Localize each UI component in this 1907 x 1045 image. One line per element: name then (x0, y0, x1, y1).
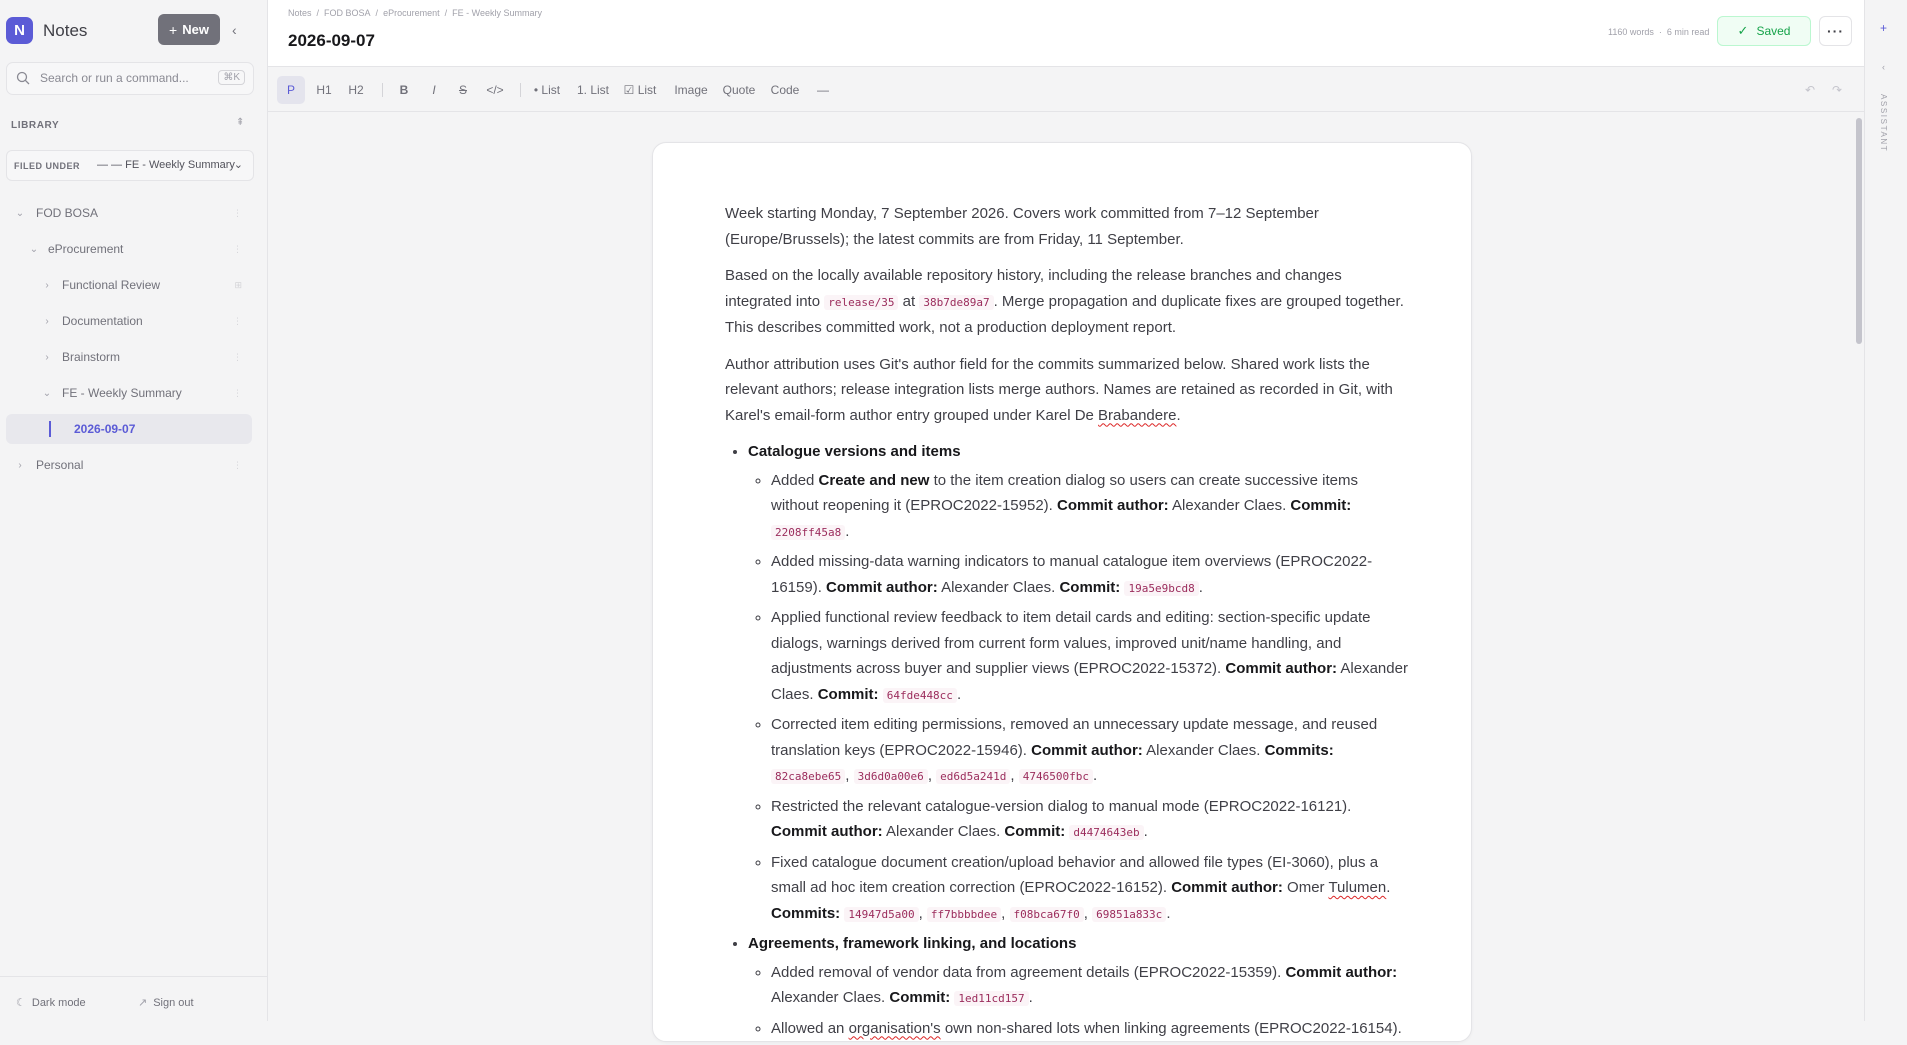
section-heading: Catalogue versions and items (748, 443, 961, 460)
app-name: Notes (43, 20, 88, 40)
author-name: Alexander Claes. (771, 989, 886, 1006)
text: Applied functional review feedback to item detail cards and editing: section-specific update dialogs, warnings derived from current form values, improved unit/name handling, and adjustments across buyer and supplier views (EPROC2022-15372). (771, 609, 1371, 677)
saved-status-button[interactable] (1717, 16, 1811, 46)
bullet-list-button[interactable]: • List (533, 83, 561, 97)
filed-under-label: FILED UNDER (14, 161, 80, 171)
author-name: Alexander Claes. (1172, 497, 1287, 514)
toolbar-divider (520, 83, 521, 97)
italic-button[interactable]: I (432, 83, 436, 97)
editor-canvas (268, 112, 1864, 1037)
library-heading: LIBRARY (11, 120, 60, 131)
filed-under-select[interactable] (6, 150, 254, 181)
list-item[interactable]: ◦ Fixed catalogue document creation/upload behavior and allowed file types (EI-3060), plus a small ad hoc item creation correction (EPROC2022-16152). Commit author: Omer Tulumen. Commits: 14947d5a00 , ff7bbbbdee , f08bca67f0 , 69851a833c . (771, 850, 1409, 928)
text: Week starting Monday, 7 September 2026. Covers work committed from 7–12 September (Europe/Brussels); the latest commits are from Friday, 11 September. (725, 205, 1319, 248)
tree-item-functional-review[interactable] (6, 270, 252, 300)
list-item[interactable]: ◦ Restricted the relevant catalogue-version dialog to manual mode (EPROC2022-16121). Commit author: Alexander Claes. Commit: d4474643eb . (771, 794, 1409, 846)
item-menu-icon[interactable]: ⋮ (233, 243, 242, 254)
heading2-button[interactable]: H2 (348, 83, 364, 97)
bold-text: Commit author: (1031, 741, 1143, 759)
list-item[interactable] (771, 1016, 1409, 1042)
collapse-sidebar-icon[interactable]: ‹ (232, 22, 237, 38)
bold-text: Commit author: (826, 578, 938, 596)
sign-out-link[interactable] (138, 996, 194, 1009)
section-heading: Agreements, framework linking, and locations (748, 935, 1077, 952)
item-menu-icon[interactable]: ⋮ (233, 315, 242, 326)
list-item[interactable] (748, 439, 1409, 927)
list-item[interactable] (748, 931, 1409, 1041)
read-time: 6 min read (1666, 27, 1710, 37)
summary-list (725, 439, 1409, 1041)
word-count: 1160 words (1608, 27, 1654, 37)
assistant-rail (1864, 0, 1907, 1021)
new-note-label: New (182, 22, 209, 37)
commit-hash: f08bca67f0 (1010, 907, 1084, 922)
tree-item-label: Personal (36, 458, 84, 472)
tree-item-label: Functional Review (62, 278, 161, 292)
commit-hash: 82ca8ebe65 (771, 769, 845, 784)
filed-under-value: — — FE - Weekly Summary (97, 159, 235, 171)
item-menu-icon[interactable]: ⋮ (233, 351, 242, 362)
inline-code-button[interactable]: </> (486, 83, 504, 97)
item-menu-icon[interactable]: ⊞ (234, 279, 242, 290)
breadcrumb (288, 8, 542, 18)
tree-item-label: FE - Weekly Summary (62, 386, 182, 400)
breadcrumb-separator: / (444, 8, 448, 18)
commit-hash: 38b7de89a7 (919, 295, 993, 310)
search-icon (16, 71, 30, 85)
commit-hash: 64fde448cc (883, 688, 957, 703)
author-name: Omer (1287, 879, 1325, 896)
commit-hash: ed6d5a241d (936, 769, 1010, 784)
chevron-down-icon: ⌄ (29, 243, 39, 255)
tree-item-brainstorm[interactable] (6, 342, 252, 372)
bold-text: Commits: (1264, 741, 1334, 759)
spellcheck-word[interactable]: Brabandere (1098, 406, 1177, 424)
list-item[interactable]: ◦ Added removal of vendor data from agreement details (EPROC2022-15359). Commit author: Alexander Claes. Commit: 1ed11cd157 . (771, 960, 1409, 1012)
text: Based on the locally available repository history, including the release branches and changes integrated into (725, 267, 1342, 310)
tree-item-fe-weekly-summary[interactable] (6, 378, 252, 408)
tree-item-personal[interactable] (6, 450, 252, 480)
code-block-button[interactable]: Code (770, 83, 800, 97)
paragraph-button[interactable]: P (277, 76, 305, 104)
strikethrough-button[interactable]: S (458, 83, 467, 97)
bold-text: Commit: (1059, 578, 1121, 596)
tree-item-2026-09-07[interactable] (6, 414, 252, 444)
text: Added (771, 471, 819, 489)
list-item[interactable]: ◦ Added Create and new to the item creation dialog so users can create successive items without reopening it (EPROC2022-15952). Commit author: Alexander Claes. Commit: 2208ff45a8 . (771, 468, 1409, 546)
search-shortcut-badge: ⌘K (218, 70, 245, 85)
assistant-label[interactable]: ASSISTANT (1879, 94, 1888, 153)
ordered-list-button[interactable]: 1. List (576, 83, 609, 97)
heading1-button[interactable]: H1 (316, 83, 332, 97)
bold-text: Commits: (771, 904, 841, 922)
bold-text: Commit: (1290, 497, 1352, 514)
bold-text: Commit: (817, 685, 879, 703)
item-menu-icon[interactable]: ⋮ (233, 387, 242, 398)
tree-item-label: Brainstorm (62, 350, 121, 364)
toolbar-divider (382, 83, 383, 97)
spellcheck-word[interactable]: Tulumen (1328, 879, 1387, 896)
chevron-down-icon: ⌄ (15, 207, 25, 219)
text: Fixed catalogue document creation/upload behavior and allowed file types (EI-3060), plus a small ad hoc item creation correction (EPROC2022-16152). (771, 853, 1379, 896)
page-title[interactable]: 2026-09-07 (288, 31, 375, 50)
search-input[interactable] (40, 71, 210, 85)
tree-item-label: 2026-09-07 (74, 422, 136, 436)
moon-icon: ☾ (16, 997, 26, 1009)
quote-button[interactable]: Quote (722, 83, 756, 97)
sign-out-label: Sign out (153, 996, 194, 1009)
chevron-right-icon: › (45, 315, 49, 327)
bold-text: Commit author: (1225, 660, 1338, 677)
tree-item-label: Documentation (62, 314, 143, 328)
bold-button[interactable]: B (399, 83, 409, 97)
author-name: Alexander Claes. (886, 823, 1001, 840)
brand[interactable] (6, 17, 87, 44)
bold-text: Commit author: (1171, 879, 1283, 896)
text: . (1176, 406, 1181, 424)
item-menu-icon[interactable]: ⋮ (233, 459, 242, 470)
commit-hash: 3d6d0a00e6 (854, 769, 928, 784)
document-page (652, 142, 1472, 1042)
breadcrumb-separator: / (316, 8, 320, 18)
note-stats (1608, 27, 1709, 37)
command-search[interactable] (6, 62, 254, 95)
list-item[interactable]: ◦ Applied functional review feedback to item detail cards and editing: section-specific update dialogs, warnings derived from current form values, improved unit/name handling, and adjustments across buyer and supplier views (EPROC2022-15372). Commit author: Alexander Claes. Commit: 64fde448cc . (771, 605, 1409, 708)
sparkle-icon[interactable]: + (1880, 21, 1888, 35)
commit-hash: ff7bbbbdee (927, 907, 1001, 922)
sub-list (748, 468, 1409, 928)
breadcrumb-item[interactable]: Notes (288, 8, 312, 18)
text: Corrected item editing permissions, removed an unnecessary update message, and reused translation keys (EPROC2022-15946). (771, 716, 1378, 759)
text: to the item creation dialog so users can create successive items without reopening it (EPROC2022-15952). (771, 471, 1358, 514)
commit-hash: d4474643eb (1069, 825, 1143, 840)
dark-mode-label: Dark mode (31, 996, 86, 1009)
bold-text: Commit author: (771, 823, 883, 840)
saved-label: Saved (1756, 24, 1791, 38)
text: Allowed an (771, 1019, 849, 1037)
branch-code: release/35 (824, 295, 898, 310)
active-indicator (49, 421, 51, 437)
text: Added missing-data warning indicators to manual catalogue item overviews (EPROC2022-16159). (771, 553, 1373, 596)
tree-item-label: eProcurement (48, 242, 124, 256)
breadcrumb-separator: / (375, 8, 379, 18)
main-editor (268, 0, 1864, 1037)
source-paragraph[interactable] (725, 263, 1409, 341)
commit-hash: 69851a833c (1092, 907, 1166, 922)
tree-item-eprocurement[interactable] (6, 234, 252, 264)
plus-icon: + (169, 21, 178, 38)
bold-text: Commit: (1004, 823, 1066, 840)
intro-paragraph[interactable] (725, 201, 1409, 252)
text: Author attribution uses Git's author field for the commits summarized below. Shared work lists the relevant authors; release integration lists merge authors. Names are retained as recorded in Git, with Karel's email-form author entry grouped under Karel De (725, 355, 1393, 424)
text: . Merge propagation and duplicate fixes are grouped together. This describes committed work, not a production deployment report. (725, 292, 1404, 336)
check-icon: ✓ (1737, 23, 1749, 38)
bold-text: Commit: (889, 989, 951, 1006)
chevron-down-icon: ⌄ (233, 159, 243, 171)
horizontal-rule-button[interactable]: — (817, 83, 829, 97)
author-name: Alexander Claes. (1146, 741, 1261, 759)
new-note-button[interactable] (158, 14, 220, 45)
bold-text: Create and new (818, 471, 930, 489)
note-header (268, 0, 1864, 67)
undo-button[interactable]: ↶ (1804, 83, 1816, 97)
sign-out-icon: ↗ (138, 997, 148, 1009)
text: Restricted the relevant catalogue-version dialog to manual mode (EPROC2022-16121). (771, 797, 1352, 815)
tree-item-label: FOD BOSA (36, 206, 99, 220)
stats-separator: · (1658, 27, 1662, 37)
sidebar (0, 0, 268, 1021)
commit-hash: 1ed11cd157 (954, 991, 1028, 1006)
author-name: Alexander Claes. (941, 578, 1056, 596)
item-menu-icon[interactable]: ⋮ (233, 207, 242, 218)
breadcrumb-item[interactable]: eProcurement (383, 8, 440, 18)
list-item[interactable]: ◦ Corrected item editing permissions, removed an unnecessary update message, and reused translation keys (EPROC2022-15946). Commit author: Alexander Claes. Commits: 82ca8ebe65 , 3d6d0a00e6 , ed6d5a241d , 4746500fbc . (771, 712, 1409, 790)
format-toolbar (268, 68, 1864, 112)
more-options-button[interactable]: ··· (1819, 16, 1852, 46)
chevron-down-icon: ⌄ (42, 387, 52, 399)
tree-item-fod-bosa[interactable] (6, 198, 252, 228)
author-name: Alexander Claes. (771, 660, 1408, 703)
list-item[interactable]: ◦ Added missing-data warning indicators to manual catalogue item overviews (EPROC2022-16159). Commit author: Alexander Claes. Commit: 19a5e9bcd8 . (771, 549, 1409, 601)
text: Added removal of vendor data from agreement details (EPROC2022-15359). (771, 963, 1286, 981)
collapse-all-icon[interactable]: ⇞ (236, 117, 245, 128)
dark-mode-toggle[interactable] (16, 996, 86, 1009)
chevron-right-icon: › (45, 279, 49, 291)
redo-button[interactable]: ↷ (1831, 83, 1843, 97)
sub-list (748, 960, 1409, 1042)
image-button[interactable]: Image (674, 83, 708, 97)
bold-text: Commit author: (1057, 497, 1169, 514)
text: at (898, 292, 920, 310)
scrollbar-thumb[interactable] (1856, 118, 1862, 344)
text: own non-shared lots when linking agreements (EPROC2022-16154). (940, 1019, 1402, 1037)
breadcrumb-item[interactable]: FOD BOSA (324, 8, 371, 18)
sidebar-footer (0, 976, 268, 1021)
chevron-right-icon: › (45, 351, 49, 363)
commit-hash: 4746500fbc (1019, 769, 1093, 784)
commit-hash: 14947d5a00 (844, 907, 918, 922)
commit-hash: 2208ff45a8 (771, 525, 845, 540)
attribution-paragraph[interactable] (725, 352, 1409, 429)
breadcrumb-item[interactable]: FE - Weekly Summary (452, 8, 542, 18)
spellcheck-word[interactable]: organisation's (848, 1019, 941, 1037)
document-content[interactable] (725, 201, 1409, 1045)
commit-hash: 19a5e9bcd8 (1124, 581, 1198, 596)
task-list-button[interactable]: ☑ List (623, 83, 657, 97)
expand-assistant-icon[interactable]: ‹ (1882, 62, 1885, 72)
app-logo: N (6, 17, 33, 44)
bold-text: Commit author: (1285, 963, 1398, 981)
tree-item-documentation[interactable] (6, 306, 252, 336)
chevron-right-icon: › (18, 459, 22, 471)
